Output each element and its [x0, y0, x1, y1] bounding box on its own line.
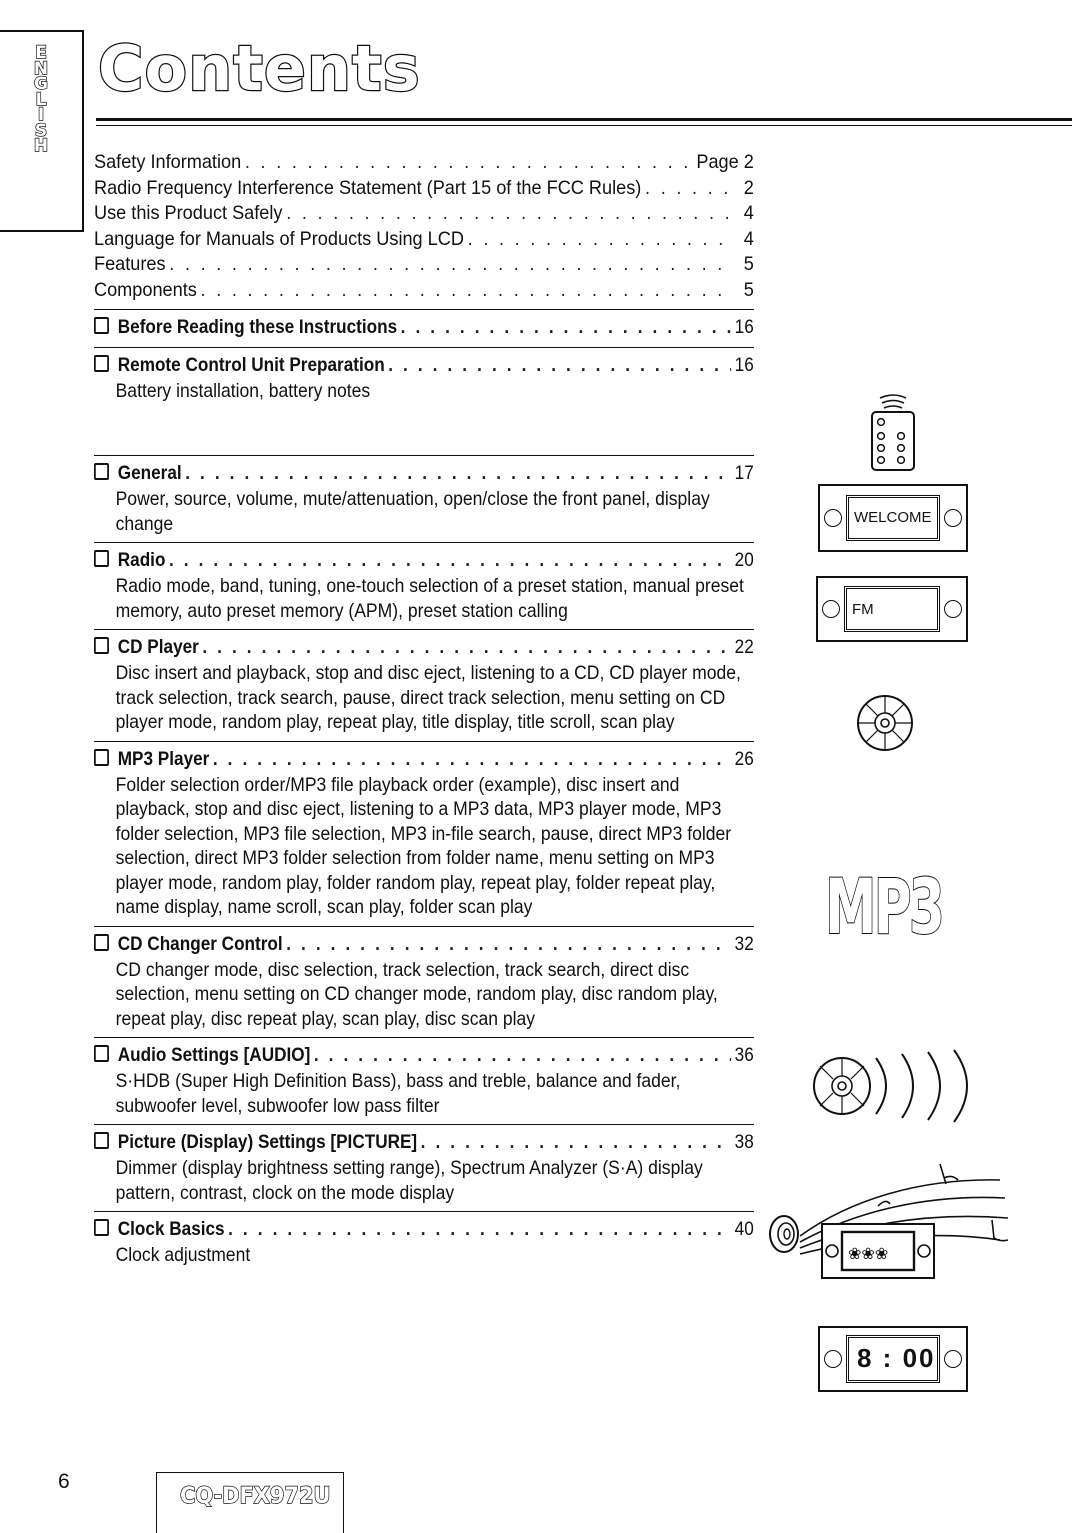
toc-entry-features[interactable] [94, 252, 754, 278]
leader-dots [185, 460, 731, 487]
cd-disc-icon [850, 690, 920, 756]
toc-section-audio-settings[interactable] [94, 1037, 754, 1118]
section-title: CD Player [117, 636, 199, 658]
toc-entry-label: Features [94, 253, 166, 275]
leader-dots [169, 547, 731, 574]
panel-knob-right [944, 1350, 962, 1368]
panel-knob-right [944, 509, 962, 527]
toc-section-radio[interactable] [94, 542, 754, 623]
toc-entry-label: Components [94, 278, 197, 301]
checkbox-square-icon [94, 1219, 109, 1236]
toc-section-clock-basics[interactable] [94, 1211, 754, 1268]
toc-section-before-reading[interactable] [94, 309, 754, 341]
model-name: CQ-DFX972U [180, 1484, 331, 1509]
audio-picture-icon [760, 1160, 1022, 1284]
leader-dots [201, 278, 734, 304]
leader-dots [286, 201, 733, 227]
section-page: 20 [734, 549, 754, 571]
section-page: 36 [734, 1044, 754, 1066]
toc-entry-use-safely[interactable] [94, 201, 754, 227]
checkbox-square-icon [94, 637, 109, 654]
leader-dots [169, 252, 733, 278]
language-letter: G [34, 74, 48, 94]
checkbox-square-icon [94, 1132, 109, 1149]
leader-dots [645, 176, 733, 202]
toc-entry-label: Safety Information [94, 151, 242, 173]
toc-entry-label: Use this Product Safely [94, 202, 283, 224]
fm-display-text: FM [852, 601, 874, 618]
language-letter: H [33, 136, 49, 156]
panel-knob-left [824, 509, 842, 527]
leader-dots [468, 227, 734, 253]
section-page: 26 [734, 747, 754, 770]
panel-knob-right [944, 600, 962, 618]
section-title: General [117, 462, 182, 484]
toc-entry-label: Radio Frequency Interference Statement (Part 15 of the FCC Rules) [94, 176, 642, 199]
page-number: 6 [58, 1470, 70, 1493]
welcome-display-panel [818, 484, 968, 552]
leader-dots [213, 746, 731, 773]
panel-knob-left [824, 1350, 842, 1368]
fm-display-panel [816, 576, 968, 642]
section-page: 16 [734, 316, 754, 338]
section-description: CD changer mode, disc selection, track selection, track search, direct disc selection, menu setting on CD changer mode, random play, disc random play, repeat play, disc repeat play, scan play, disc scan play [115, 958, 718, 1030]
section-page: 22 [734, 636, 754, 658]
section-description: Dimmer (display brightness setting range), Spectrum Analyzer (S·A) display pattern, contrast, clock on the mode display [115, 1157, 703, 1204]
panel-screen [846, 495, 940, 541]
page-title: Contents [98, 32, 421, 105]
panel-knob-left [822, 600, 840, 618]
table-of-contents [94, 150, 754, 1268]
toc-entry-label: Language for Manuals of Products Using LCD [94, 227, 464, 250]
section-title: Picture (Display) Settings [PICTURE] [117, 1131, 418, 1153]
toc-entry-page: 2 [743, 176, 754, 199]
language-letter: E [35, 43, 47, 63]
section-page: 38 [734, 1131, 754, 1153]
remote-control-icon [862, 392, 924, 472]
section-description: Disc insert and playback, stop and disc eject, listening to a CD, CD player mode, track selection, track search, pause, direct track selection, menu setting on CD player mode, random play, repeat play, title display, title scroll, scan play [115, 662, 741, 733]
section-page: 16 [734, 354, 754, 376]
section-title: MP3 Player [117, 747, 210, 770]
clock-display-panel [818, 1326, 968, 1392]
toc-entry-page: Page 2 [696, 151, 754, 173]
checkbox-square-icon [94, 355, 109, 372]
checkbox-square-icon [94, 934, 109, 951]
title-rule-thick [96, 118, 1072, 121]
section-description: Battery installation, battery notes [115, 380, 371, 402]
section-page: 17 [734, 462, 754, 484]
toc-entry-page: 5 [743, 253, 754, 275]
panel-screen [844, 586, 940, 632]
panel-screen [846, 1335, 940, 1383]
language-letter: N [33, 58, 49, 79]
toc-section-cd-changer[interactable] [94, 926, 754, 1032]
toc-entry-rf-interference[interactable] [94, 176, 754, 202]
section-title: Audio Settings [AUDIO] [117, 1044, 311, 1066]
section-title: Clock Basics [117, 1218, 225, 1240]
toc-entry-page: 4 [743, 227, 754, 250]
section-page: 40 [734, 1218, 754, 1240]
language-letter: S [34, 120, 48, 141]
leader-dots [388, 352, 731, 379]
toc-section-picture-settings[interactable] [94, 1124, 754, 1205]
leader-dots [286, 931, 731, 958]
welcome-display-text: WELCOME [854, 509, 932, 526]
language-letter: L [35, 89, 47, 110]
section-description: Power, source, volume, mute/attenuation, open/close the front panel, display change [115, 488, 710, 535]
toc-entry-language-manuals[interactable] [94, 227, 754, 253]
section-title: Radio [117, 549, 166, 571]
checkbox-square-icon [94, 317, 109, 334]
cd-changer-icon [806, 1046, 992, 1124]
checkbox-square-icon [94, 1045, 109, 1062]
leader-dots [401, 314, 731, 341]
section-description: S·HDB (Super High Definition Bass), bass and treble, balance and fader, subwoofer level, subwoofer low pass filter [115, 1070, 681, 1117]
section-title: Before Reading these Instructions [117, 316, 398, 338]
language-letter: I [37, 105, 45, 125]
toc-entry-components[interactable] [94, 278, 754, 304]
section-title: Remote Control Unit Preparation [117, 354, 385, 376]
toc-entry-page: 5 [743, 278, 754, 301]
leader-dots [202, 634, 731, 661]
checkbox-square-icon [94, 550, 109, 567]
leader-dots [228, 1216, 731, 1243]
checkbox-square-icon [94, 749, 109, 766]
toc-section-cd-player[interactable] [94, 629, 754, 735]
toc-section-remote-control[interactable] [94, 347, 754, 449]
language-tab-letters [28, 43, 54, 156]
section-description: Folder selection order/MP3 file playback order (example), disc insert and playback, stop and disc eject, listening to a MP3 data, MP3 player mode, MP3 folder selection, MP3 file selection, MP3 in-file search, pause, direct MP3 folder selection, direct MP3 folder selection from folder name, menu setting on MP3 player mode, random play, folder random play, repeat play, folder repeat play, name display, name scroll, scan play, folder scan play [115, 773, 732, 918]
clock-display-text: 8 : 00 [857, 1343, 936, 1373]
toc-section-general[interactable] [94, 455, 754, 536]
svg-text:❀❀❀: ❀❀❀ [848, 1244, 889, 1263]
toc-section-mp3-player[interactable] [94, 741, 754, 920]
checkbox-square-icon [94, 463, 109, 480]
leader-dots [421, 1129, 731, 1156]
leader-dots [245, 150, 693, 176]
mp3-logo: MP3 [825, 862, 943, 951]
leader-dots [314, 1042, 731, 1069]
toc-entry-page: 4 [743, 202, 754, 224]
section-description: Clock adjustment [115, 1244, 251, 1266]
title-rule-thin [96, 125, 1072, 126]
section-title: CD Changer Control [117, 932, 283, 955]
toc-entry-safety-information[interactable] [94, 150, 754, 176]
section-description: Radio mode, band, tuning, one-touch selection of a preset station, manual preset memory, auto preset memory (APM), preset station calling [115, 575, 744, 622]
section-page: 32 [734, 932, 754, 955]
